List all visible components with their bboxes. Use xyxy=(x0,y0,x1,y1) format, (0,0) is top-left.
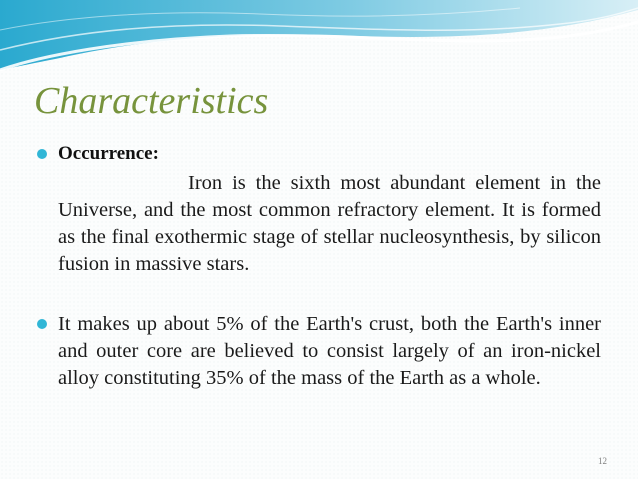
page-number: 12 xyxy=(598,456,607,466)
decorative-wave-banner xyxy=(0,0,638,80)
slide-title: Characteristics xyxy=(34,80,269,122)
paragraph-occurrence: Iron is the sixth most abundant element in the Universe, and the most common refractory element. It is formed as the final exothermic stage of stellar nucleosynthesis, by silicon fusion in massive stars. xyxy=(58,172,601,275)
paragraph-earth-crust: It makes up about 5% of the Earth's crust, both the Earth's inner and outer core are believed to consist largely of an iron-nickel alloy constituting 35% of the mass of the Earth as a whole. xyxy=(58,313,601,389)
bullet-icon xyxy=(37,319,47,329)
section-heading: Occurrence: xyxy=(58,143,159,164)
bullet-icon xyxy=(37,149,47,159)
